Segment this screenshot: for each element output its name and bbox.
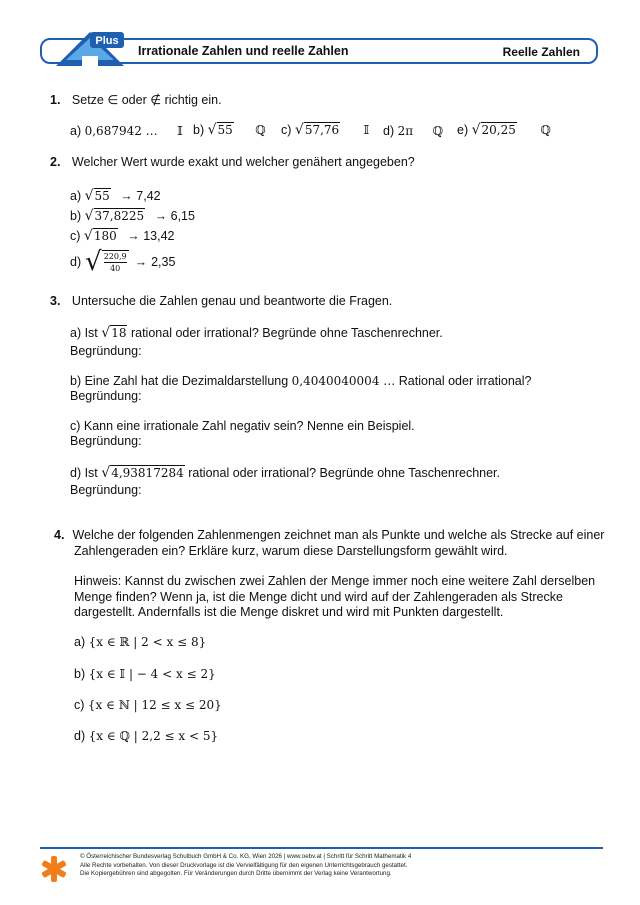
- q3-item-c: c) Kann eine irrationale Zahl negativ sein? Nenne ein Beispiel.: [70, 419, 415, 433]
- question-text: Setze ∈ oder ∉ richtig ein.: [71, 93, 222, 107]
- question-number: 1.: [50, 93, 61, 107]
- arrow-icon: →: [154, 209, 168, 223]
- reason-label: Begründung:: [70, 389, 142, 403]
- arrow-icon: →: [134, 255, 148, 269]
- arrow-icon: →: [120, 189, 133, 203]
- q1-item-c: c) √57,76 𝕀: [281, 122, 370, 138]
- reason-label: Begründung:: [70, 483, 142, 497]
- footer-divider: [40, 847, 603, 849]
- q3-item-d: d) Ist √4,93817284 rational oder irrational? Begründe ohne Taschenrechner.: [70, 465, 501, 481]
- q1-item-a: a) 0,687942 … 𝕀: [70, 124, 183, 138]
- q3-item-a: a) Ist √18 rational oder irrational? Begründe ohne Taschenrechner.: [70, 325, 443, 341]
- plus-logo: [52, 30, 130, 68]
- q2-item-d: d) √ 220,9 40 → 2,35: [70, 247, 176, 277]
- section-title: Reelle Zahlen: [502, 45, 580, 59]
- q4-hint: Hinweis: Kannst du zwischen zwei Zahlen der Menge immer noch eine weitere Zahl derselben Menge finden? Wenn ja, ist die Menge dicht und wird auf der Zahlengeraden als Strecke dargestellt. Andernfalls ist die Menge diskret und wird mit Punkten dargestellt.: [74, 574, 596, 619]
- footer-copyright: © Österreichischer Bundesverlag Schulbuch GmbH & Co. KG, Wien 2026 | www.oebv.at | Schritt für Schritt Mathematik 4 Alle Rechte vorbehalten. Von dieser Druckvorlage ist die Vervielfältigung für den eigenen Unterrichtsgebrauch gestattet. Die Kopiergebühren sind abgegolten. Für Veränderungen durch Dritte übernimmt der Verlag keine Verantwortung.: [80, 853, 412, 878]
- q1-item-d: d) 2π ℚ: [383, 124, 444, 138]
- reason-label: Begründung:: [70, 344, 142, 358]
- question-1: [50, 92, 222, 107]
- q4-item-d: d) {x ∈ ℚ | 2,2 ≤ x < 5}: [74, 729, 219, 743]
- page-title: Irrationale Zahlen und reelle Zahlen: [138, 44, 349, 58]
- q4-item-a: a) {x ∈ ℝ | 2 < x ≤ 8}: [74, 635, 207, 649]
- q4-item-b: b) {x ∈ 𝕀 | − 4 < x ≤ 2}: [74, 667, 216, 681]
- q2-item-c: c) √180 → 13,42: [70, 228, 175, 244]
- q1-item-b: b) √55 ℚ: [193, 122, 266, 138]
- question-4: 4. Welche der folgenden Zahlenmengen zeichnet man als Punkte und welche als Strecke auf einer Zahlengeraden ein? Erkläre kurz, warum diese Darstellungsform gewählt wird.: [54, 528, 605, 558]
- question-2: 2. Welcher Wert wurde exakt und welcher genähert angegeben?: [50, 155, 415, 169]
- q2-item-b: b) √37,8225 → 6,15: [70, 208, 195, 224]
- q4-item-c: c) {x ∈ ℕ | 12 ≤ x ≤ 20}: [74, 698, 222, 712]
- q3-item-b: b) Eine Zahl hat die Dezimaldarstellung 0,4040040004 … Rational oder irrational?: [70, 374, 532, 388]
- question-3: 3. Untersuche die Zahlen genau und beantworte die Fragen.: [50, 294, 393, 308]
- q2-item-a: a) √55 → 7,42: [70, 188, 161, 204]
- q1-item-e: e) √20,25 ℚ: [457, 122, 551, 138]
- plus-badge: Plus: [95, 35, 119, 47]
- arrow-icon: →: [127, 229, 140, 243]
- reason-label: Begründung:: [70, 434, 142, 448]
- oebv-logo-icon: [40, 854, 68, 884]
